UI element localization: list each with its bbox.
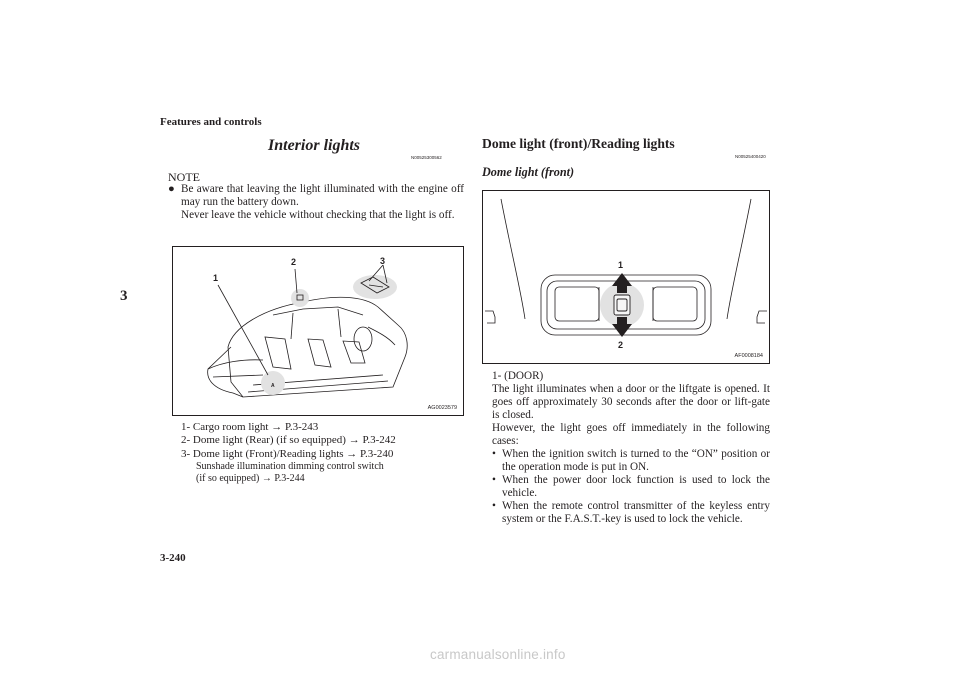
legend-sub-1: Sunshade illumination dimming control switch	[196, 460, 384, 472]
car-cutaway-illustration	[173, 247, 463, 415]
callout-2: 2	[618, 340, 624, 350]
note-text-1: Be aware that leaving the light illuminated with the engine off may run the battery down.	[181, 183, 464, 208]
callout-1: 1	[618, 260, 624, 270]
paragraph-1: The light illuminates when a door or the liftgate is opened. It goes off approximately 30 seconds after the door or lift-gate is closed.	[492, 383, 770, 421]
legend-item-2: 2- Dome light (Rear) (if so equipped) → P.3-242	[181, 434, 396, 447]
legend-sub-2: (if so equipped) → P.3-244	[196, 472, 305, 484]
running-header: Features and controls	[160, 116, 262, 128]
svg-text:A: A	[271, 383, 275, 389]
figure-code: AF0008184	[734, 353, 763, 359]
figure-legend	[181, 421, 471, 485]
chapter-tab: 3	[120, 288, 128, 304]
list-item-text-2: When the power door lock function is used to lock the vehicle.	[502, 474, 770, 499]
list-item-text-1: When the ignition switch is turned to the “ON” position or the operation mode is put in ON.	[502, 448, 770, 473]
section-code: N00525400420	[735, 154, 766, 159]
subsection-title: Dome light (front)	[482, 165, 575, 179]
list-item	[492, 448, 770, 474]
page-number: 3-240	[160, 552, 186, 564]
callout-2: 2	[291, 257, 297, 267]
figure-code: AG0023579	[427, 405, 457, 411]
legend-item-1: 1- Cargo room light → P.3-243	[181, 421, 319, 433]
section-code: N00525300562	[411, 155, 442, 160]
section-title-interior-lights: Interior lights	[268, 137, 361, 154]
watermark: carmanualsonline.info	[430, 647, 566, 662]
dome-light-figure	[482, 190, 770, 364]
section-title-dome-light: Dome light (front)/Reading lights	[482, 136, 675, 151]
bullet: •	[492, 500, 496, 512]
note-item	[168, 183, 464, 209]
note-bullet: ●	[168, 183, 175, 195]
note-label: NOTE	[168, 170, 200, 184]
interior-lights-figure	[172, 246, 464, 416]
callout-3: 3	[380, 256, 386, 266]
item-label: 1- (DOOR)	[492, 370, 544, 382]
dome-light-illustration	[483, 191, 769, 363]
legend-item-3: 3- Dome light (Front)/Reading lights → P.3-240	[181, 447, 394, 460]
list-item	[492, 474, 770, 500]
paragraph-2: However, the light goes off immediately in the following cases:	[492, 422, 770, 447]
list-item-text-3: When the remote control transmitter of the keyless entry system or the F.A.S.T.-key is used to lock the vehicle.	[502, 500, 770, 525]
callout-1: 1	[213, 273, 219, 283]
bullet: •	[492, 474, 496, 486]
bullet: •	[492, 448, 496, 460]
note-body	[168, 183, 464, 222]
note-text-2: Never leave the vehicle without checking that the light is off.	[181, 209, 455, 221]
dome-light-description	[492, 370, 770, 526]
list-item	[492, 500, 770, 526]
